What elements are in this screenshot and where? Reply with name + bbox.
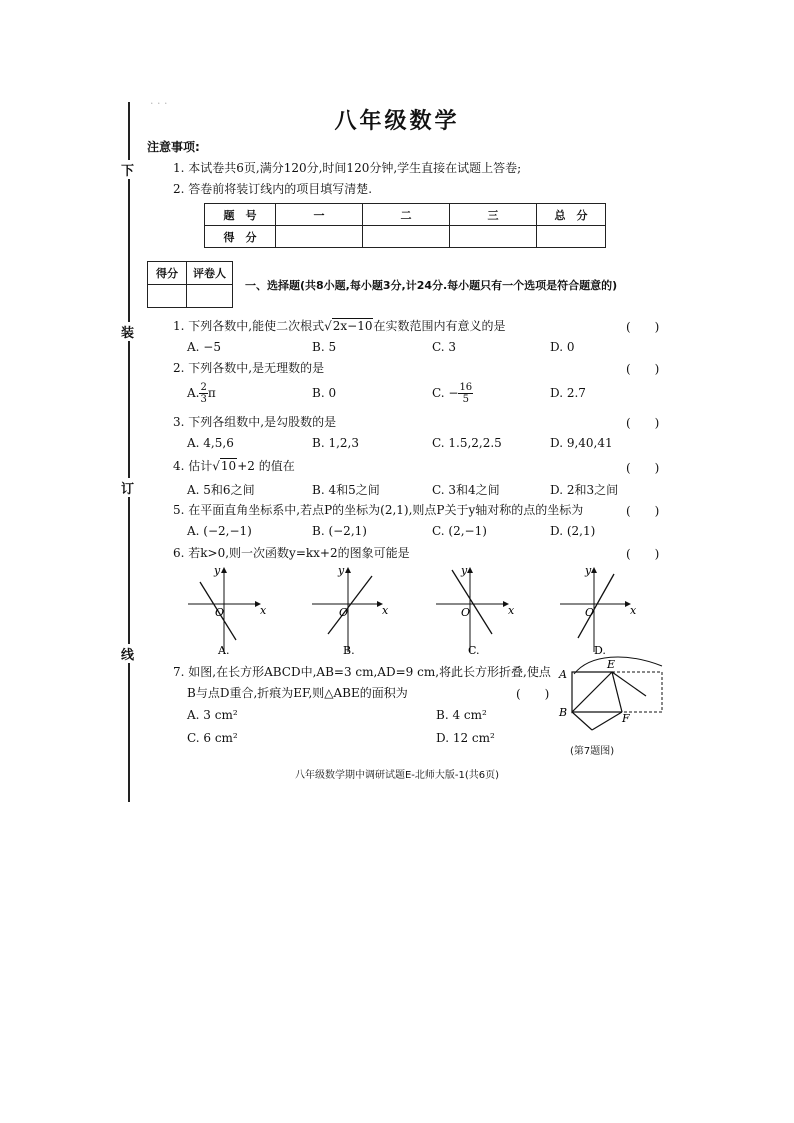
q3-answer-paren[interactable]: ( ) bbox=[626, 416, 660, 430]
q1-option-d: D. 0 bbox=[550, 340, 575, 354]
q2-a-pi: π bbox=[207, 386, 216, 400]
score-header-3: 三 bbox=[450, 204, 537, 226]
q1-stem: 1. 下列各数中,能使二次根式√2x−10在实数范围内有意义的是 bbox=[173, 319, 506, 333]
notes-heading: 注意事项: bbox=[147, 140, 200, 154]
grader-score-label: 得分 bbox=[148, 262, 187, 285]
q6-stem: 6. 若k>0,则一次函数y=kx+2的图象可能是 bbox=[173, 546, 410, 560]
q1-answer-paren[interactable]: ( ) bbox=[626, 320, 660, 334]
q2-a-numerator: 2 bbox=[200, 382, 207, 393]
grader-name-label: 评卷人 bbox=[187, 262, 233, 285]
q7-option-a: A. 3 cm² bbox=[187, 708, 238, 722]
q7-stem-line1: 7. 如图,在长方形ABCD中,AB=3 cm,AD=9 cm,将此长方形折叠,使点 bbox=[173, 665, 551, 679]
grader-name-cell[interactable] bbox=[187, 285, 233, 308]
q7-figure bbox=[556, 646, 674, 742]
q3-option-b: B. 1,2,3 bbox=[312, 436, 359, 450]
q2-c-numerator: 16 bbox=[459, 382, 473, 393]
q7-triangle-abe bbox=[572, 672, 612, 712]
q2-option-c-prefix: C. − bbox=[432, 386, 459, 400]
page-footer: 八年级数学期中调研试题E-北师大版-1(共6页) bbox=[294, 770, 500, 781]
q6-graph-a[interactable] bbox=[188, 564, 267, 657]
score-header-total: 总 分 bbox=[537, 204, 606, 226]
q7-option-b: B. 4 cm² bbox=[436, 708, 487, 722]
q6-graph-c-origin: O bbox=[461, 606, 471, 619]
q6-graph-b-y-label: y bbox=[338, 564, 345, 577]
q5-option-d: D. (2,1) bbox=[550, 524, 596, 538]
score-cell-3[interactable] bbox=[450, 226, 537, 248]
q1-option-c: C. 3 bbox=[432, 340, 457, 354]
q6-graph-c-x-label: x bbox=[508, 604, 515, 617]
q2-option-c-fraction bbox=[458, 382, 473, 405]
q6-graph-a-y-label: y bbox=[214, 564, 221, 577]
q3-option-c: C. 1.5,2,2.5 bbox=[432, 436, 502, 450]
q4-option-d: D. 2和3之间 bbox=[550, 483, 619, 497]
q2-a-denominator: 3 bbox=[200, 394, 207, 405]
q1-option-b: B. 5 bbox=[312, 340, 337, 354]
q6-graph-c[interactable] bbox=[436, 564, 515, 657]
q3-stem: 3. 下列各组数中,是勾股数的是 bbox=[173, 415, 337, 429]
q4-radicand: 10 bbox=[220, 459, 237, 473]
q2-option-c bbox=[432, 382, 473, 405]
q6-graph-d-line bbox=[578, 574, 614, 638]
q4-option-a: A. 5和6之间 bbox=[187, 483, 255, 497]
page-title: 八年级数学 bbox=[334, 109, 460, 134]
notes-item-1: 1. 本试卷共6页,满分120分,时间120分钟,学生直接在试题上答卷; bbox=[173, 161, 522, 175]
q6-graph-a-x-label: x bbox=[260, 604, 267, 617]
score-header-number: 题 号 bbox=[205, 204, 276, 226]
q7-option-c: C. 6 cm² bbox=[187, 731, 238, 745]
q6-graph-d-label: D. bbox=[594, 644, 606, 657]
q6-graph-b-line bbox=[328, 576, 372, 634]
q2-option-b: B. 0 bbox=[312, 386, 337, 400]
q4-stem: 4. 估计√10+2 的值在 bbox=[173, 459, 295, 473]
q6-graph-a-label: A. bbox=[218, 644, 230, 657]
bleed-through-marks: · · · bbox=[150, 97, 168, 110]
score-cell-total[interactable] bbox=[537, 226, 606, 248]
q4-option-b: B. 4和5之间 bbox=[312, 483, 380, 497]
q4-answer-paren[interactable]: ( ) bbox=[626, 461, 660, 475]
q7-point-e: E bbox=[607, 658, 616, 671]
score-cell-1[interactable] bbox=[276, 226, 363, 248]
margin-mark-ding: 订 bbox=[121, 478, 134, 497]
score-table bbox=[204, 203, 606, 248]
q6-graph-c-y-label: y bbox=[461, 564, 468, 577]
score-header-2: 二 bbox=[363, 204, 450, 226]
q2-c-denominator: 5 bbox=[462, 394, 469, 405]
q1-suffix: 在实数范围内有意义的是 bbox=[373, 319, 506, 333]
section-heading: 一、选择题(共8小题,每小题3分,计24分.每小题只有一个选项是符合题意的) bbox=[245, 279, 618, 292]
q6-graph-b-x-label: x bbox=[382, 604, 389, 617]
q7-folded-edge-3 bbox=[572, 712, 592, 730]
q6-graph-c-line bbox=[452, 570, 492, 634]
q7-option-d: D. 12 cm² bbox=[436, 731, 495, 745]
q2-option-a-letter: A. bbox=[187, 386, 200, 400]
notes-item-2: 2. 答卷前将装订线内的项目填写清楚. bbox=[173, 182, 373, 196]
q1-option-a: A. −5 bbox=[187, 340, 221, 354]
q2-option-a-fraction bbox=[199, 382, 207, 405]
q1-prefix: 1. 下列各数中,能使二次根式 bbox=[173, 319, 325, 333]
q2-option-d: D. 2.7 bbox=[550, 386, 586, 400]
q6-graph-d[interactable] bbox=[560, 564, 637, 657]
grader-score-cell[interactable] bbox=[148, 285, 187, 308]
q7-point-a: A bbox=[559, 668, 567, 681]
q5-option-a: A. (−2,−1) bbox=[187, 524, 252, 538]
q7-folded-edge-2 bbox=[592, 712, 622, 730]
q4-option-c: C. 3和4之间 bbox=[432, 483, 500, 497]
q1-radicand: 2x−10 bbox=[332, 319, 373, 333]
q7-stem-line2: B与点D重合,折痕为EF,则△ABE的面积为 bbox=[187, 686, 408, 700]
q4-suffix: +2 的值在 bbox=[237, 459, 295, 473]
q3-option-d: D. 9,40,41 bbox=[550, 436, 613, 450]
score-row-label: 得 分 bbox=[205, 226, 276, 248]
q7-point-f: F bbox=[622, 712, 630, 725]
margin-mark-xian: 线 bbox=[121, 644, 134, 663]
q6-answer-paren[interactable]: ( ) bbox=[626, 547, 660, 561]
q5-option-c: C. (2,−1) bbox=[432, 524, 487, 538]
q6-graph-d-origin: O bbox=[585, 606, 595, 619]
q2-stem: 2. 下列各数中,是无理数的是 bbox=[173, 361, 325, 375]
grader-table bbox=[147, 261, 233, 308]
q6-graph-d-x-label: x bbox=[630, 604, 637, 617]
q6-graph-b-origin: O bbox=[339, 606, 349, 619]
q7-answer-paren[interactable]: ( ) bbox=[516, 687, 550, 701]
q6-graph-b-label: B. bbox=[343, 644, 355, 657]
margin-mark-zhuang: 装 bbox=[121, 322, 134, 341]
q5-option-b: B. (−2,1) bbox=[312, 524, 367, 538]
score-header-1: 一 bbox=[276, 204, 363, 226]
q5-answer-paren[interactable]: ( ) bbox=[626, 504, 660, 518]
q5-stem: 5. 在平面直角坐标系中,若点P的坐标为(2,1),则点P关于y轴对称的点的坐标为 bbox=[173, 503, 584, 517]
q4-prefix: 4. 估计 bbox=[173, 459, 213, 473]
q6-graph-b[interactable] bbox=[312, 564, 389, 657]
q7-figure-caption: (第7题图) bbox=[570, 746, 615, 757]
q6-graph-a-origin: O bbox=[215, 606, 225, 619]
margin-mark-xia: 下 bbox=[121, 160, 134, 179]
q6-graph-c-label: C. bbox=[468, 644, 480, 657]
q6-graph-d-y-label: y bbox=[585, 564, 592, 577]
score-cell-2[interactable] bbox=[363, 226, 450, 248]
q3-option-a: A. 4,5,6 bbox=[187, 436, 234, 450]
q2-option-a bbox=[187, 382, 216, 405]
q2-answer-paren[interactable]: ( ) bbox=[626, 362, 660, 376]
binding-line bbox=[128, 102, 130, 802]
q7-point-b: B bbox=[559, 706, 568, 719]
